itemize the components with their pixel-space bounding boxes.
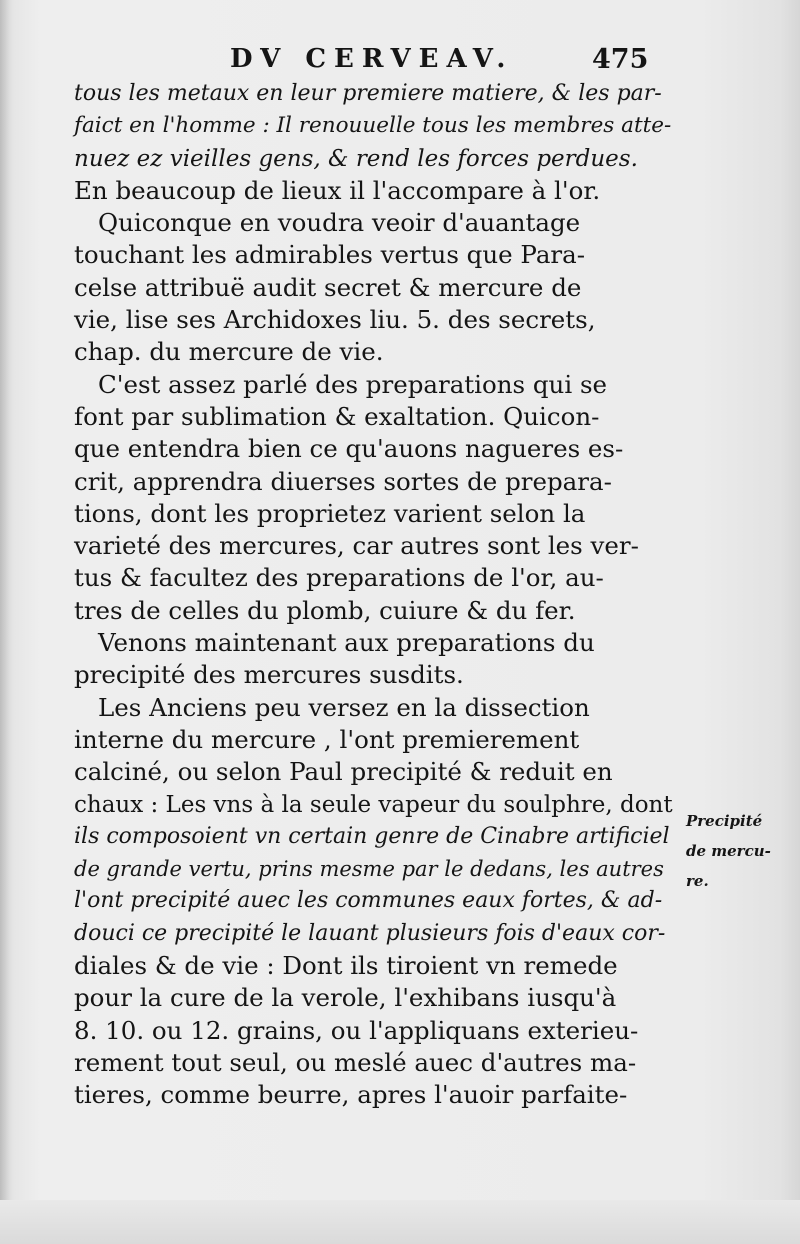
text-line: chaux : Les vns à la seule vapeur du soulphre, dont bbox=[74, 791, 673, 818]
text-line: chap. du mercure de vie. bbox=[74, 337, 384, 367]
margin-note-line: Precipité bbox=[686, 812, 763, 830]
text-line: que entendra bien ce qu'auons nagueres es- bbox=[74, 434, 624, 464]
text-line: crit, apprendra diuerses sortes de prepara- bbox=[74, 466, 612, 496]
text-line: En beaucoup de lieux il l'accompare à l'or. bbox=[74, 175, 601, 205]
page-gutter-shadow bbox=[0, 0, 10, 1244]
text-line: de grande vertu, prins mesme par le dedans, les autres bbox=[74, 857, 664, 882]
text-line: ils composoient vn certain genre de Cinabre artificiel bbox=[74, 823, 670, 849]
text-line: touchant les admirables vertus que Para- bbox=[74, 240, 586, 270]
text-line: 8. 10. ou 12. grains, ou l'appliquans exterieu- bbox=[74, 1015, 639, 1045]
text-line: interne du mercure , l'ont premierement bbox=[74, 724, 580, 754]
text-line: calciné, ou selon Paul precipité & reduit en bbox=[74, 757, 613, 787]
text-line: font par sublimation & exaltation. Quicon- bbox=[74, 401, 600, 431]
page-bottom-margin bbox=[0, 1200, 800, 1244]
text-line: faict en l'homme : Il renouuelle tous les membres atte- bbox=[74, 113, 672, 139]
margin-note bbox=[686, 806, 796, 896]
text-line: varieté des mercures, car autres sont les ver- bbox=[74, 531, 639, 561]
text-line: nuez ez vieilles gens, & rend les forces perdues. bbox=[74, 145, 638, 172]
margin-note-line: de mercu- bbox=[686, 842, 771, 860]
main-text-block bbox=[74, 78, 674, 1112]
text-line: C'est assez parlé des preparations qui se bbox=[98, 369, 608, 399]
text-line: pour la cure de la verole, l'exhibans iusqu'à bbox=[74, 983, 617, 1013]
page-header bbox=[0, 40, 800, 80]
text-line: tions, dont les proprietez varient selon la bbox=[74, 498, 586, 528]
text-line: tieres, comme beurre, apres l'auoir parfaite- bbox=[74, 1080, 628, 1110]
text-line: Les Anciens peu versez en la dissection bbox=[98, 692, 590, 722]
text-line: Quiconque en voudra veoir d'auantage bbox=[98, 208, 581, 238]
text-line: diales & de vie : Dont ils tiroient vn remede bbox=[74, 951, 618, 981]
margin-note-line: re. bbox=[686, 872, 709, 890]
text-line: vie, lise ses Archidoxes liu. 5. des secrets, bbox=[74, 305, 596, 335]
text-line: precipité des mercures susdits. bbox=[74, 660, 464, 690]
page-number: 475 bbox=[592, 44, 649, 75]
text-line: tous les metaux en leur premiere matiere, & les par- bbox=[74, 81, 662, 106]
text-line: l'ont precipité auec les communes eaux fortes, & ad- bbox=[74, 888, 663, 914]
text-line: celse attribuë audit secret & mercure de bbox=[74, 272, 582, 302]
text-line: Venons maintenant aux preparations du bbox=[98, 628, 595, 658]
running-head: DV CERVEAV. bbox=[230, 44, 514, 74]
text-line: douci ce precipité le lauant plusieurs fois d'eaux cor- bbox=[74, 920, 666, 946]
text-line: tres de celles du plomb, cuiure & du fer. bbox=[74, 595, 576, 625]
text-line: tus & facultez des preparations de l'or, au- bbox=[74, 563, 604, 593]
text-line: rement tout seul, ou meslé auec d'autres ma- bbox=[74, 1047, 637, 1077]
